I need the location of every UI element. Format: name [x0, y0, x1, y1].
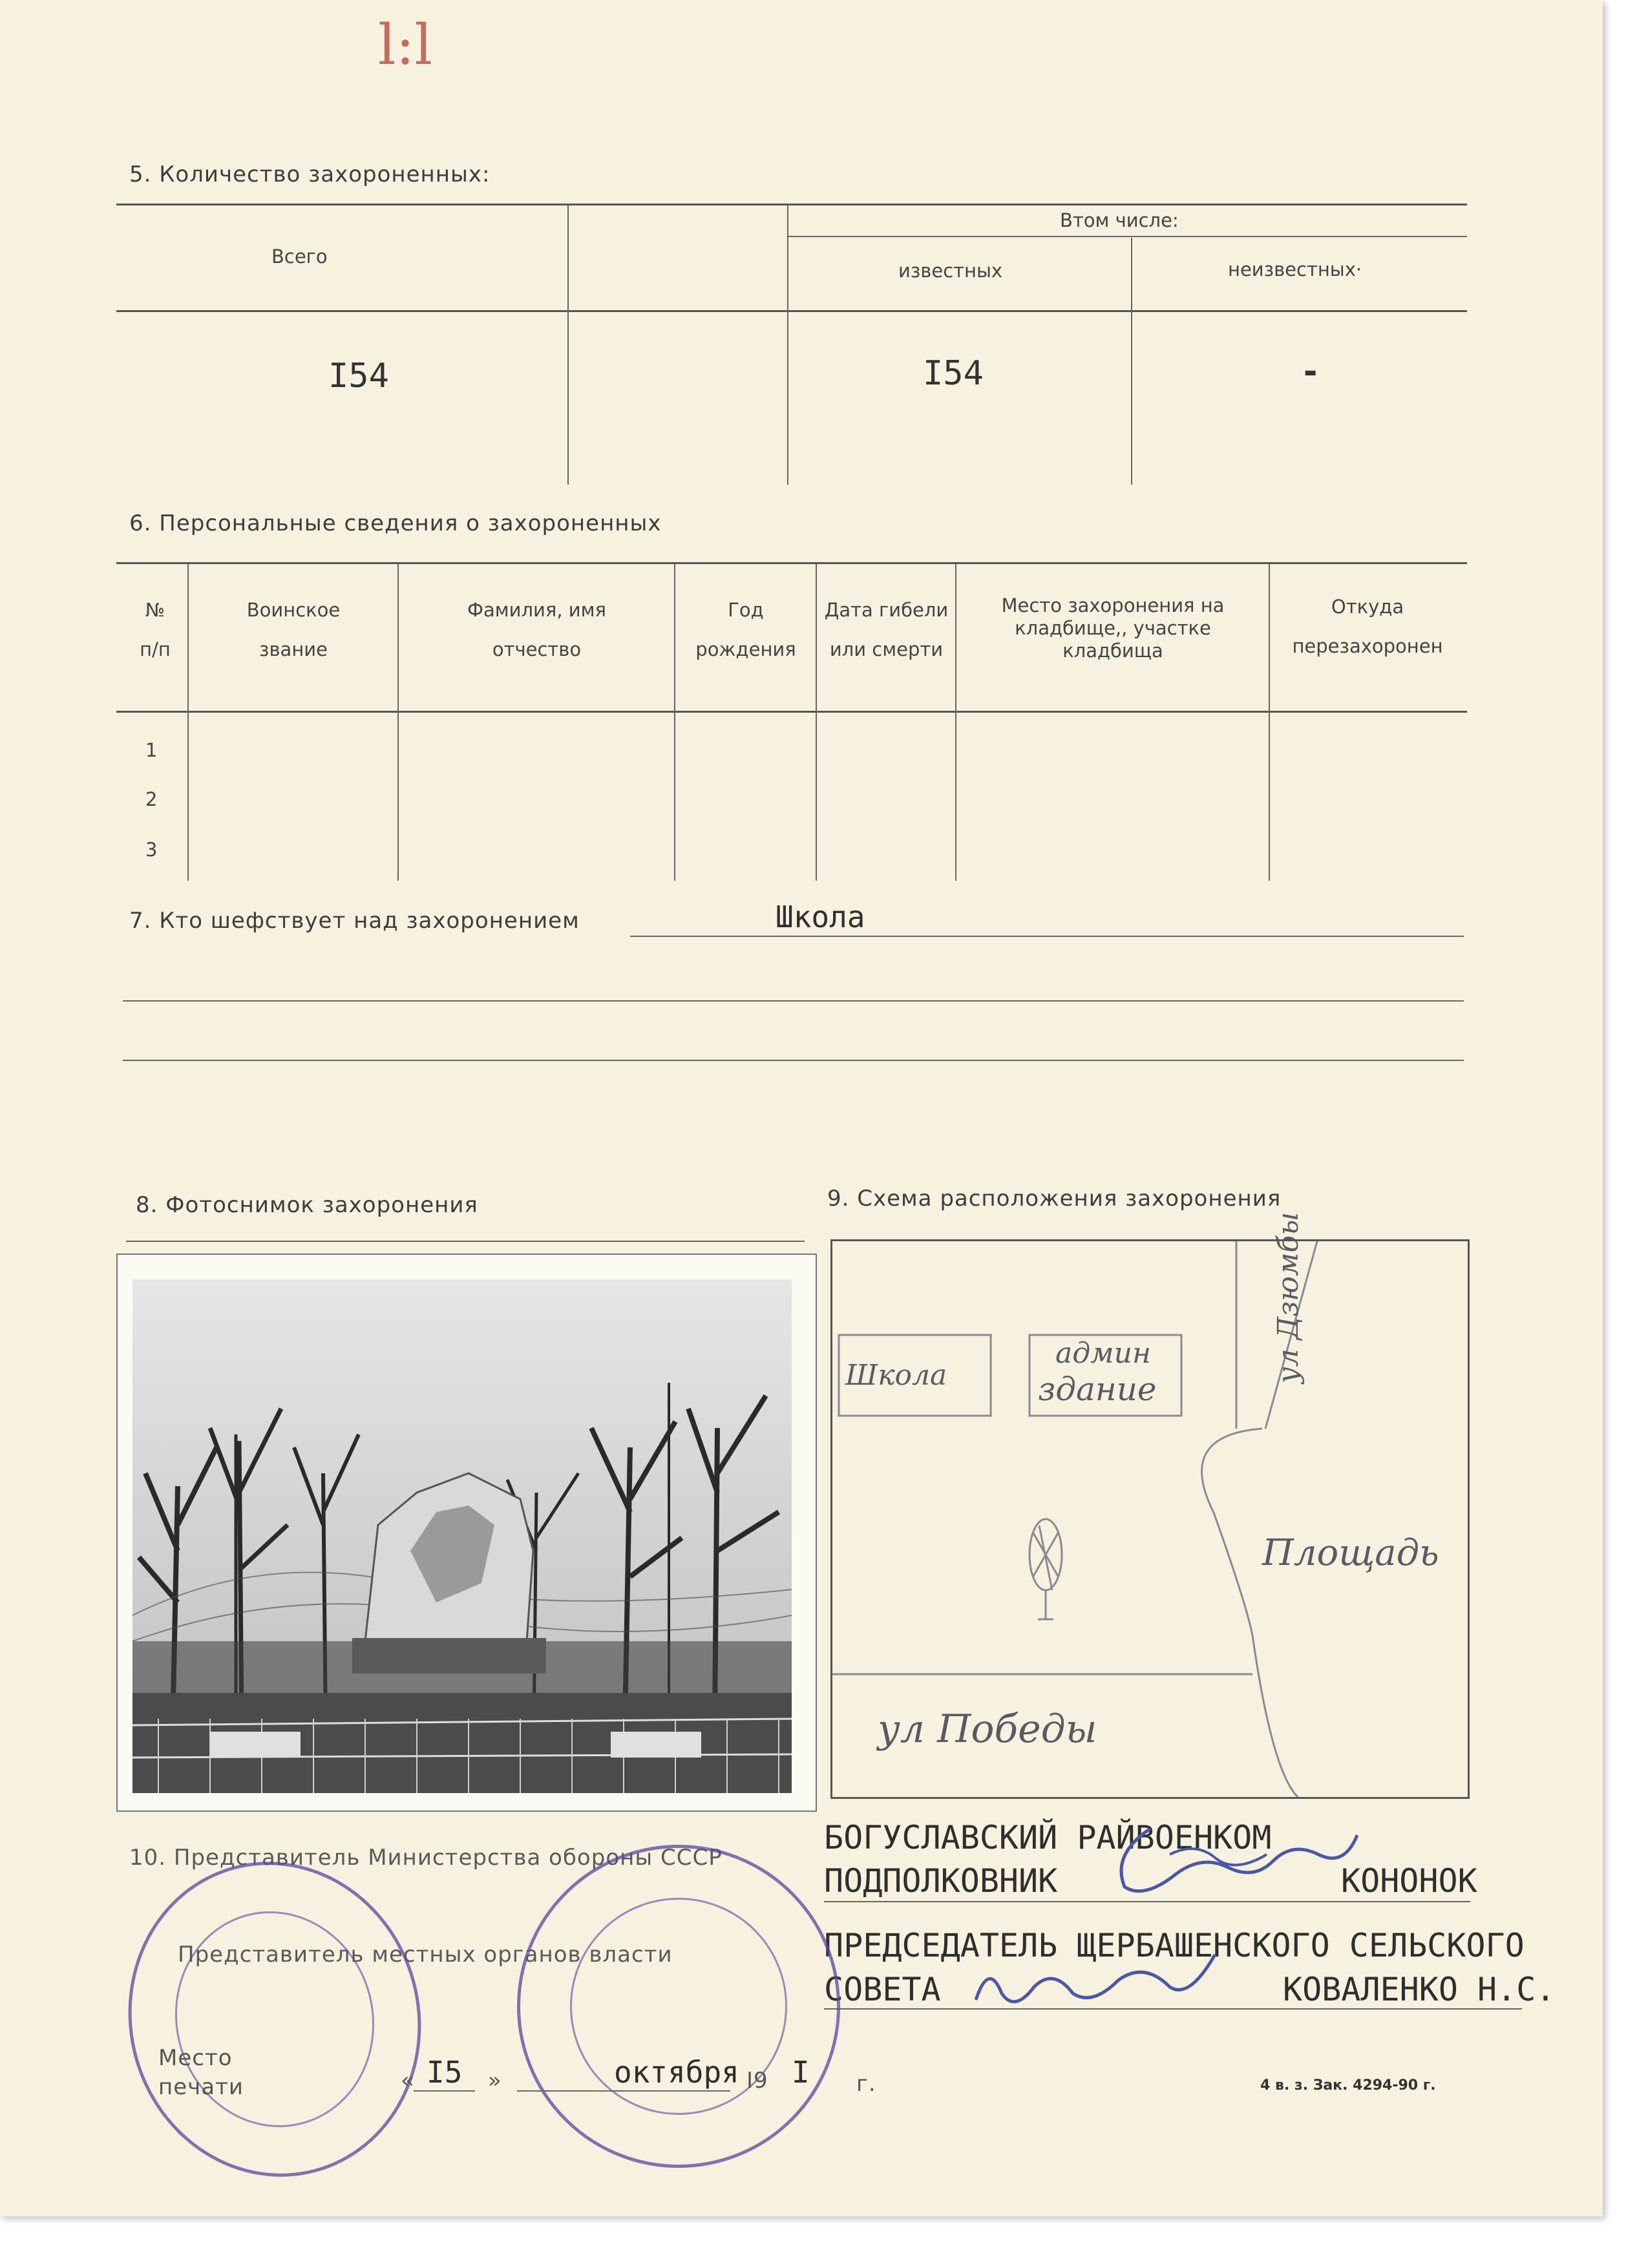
council-line: СОВЕТА — [824, 1971, 941, 2008]
s5-col-including: Втом числе: — [1060, 209, 1179, 231]
photo-frame-top-line — [126, 1241, 805, 1242]
section-7-title: 7. Кто шефствует над захоронением — [129, 908, 580, 934]
s6-header-no: № п/п — [140, 599, 171, 661]
s5-col-total: Всего — [271, 246, 328, 268]
s5-top-line — [116, 204, 1467, 205]
section-9-title: 9. Схема расположения захоронения — [827, 1186, 1282, 1212]
seal-place-label-2: печати — [158, 2074, 244, 2100]
s5-vline-1 — [567, 205, 569, 485]
scheme-building-label: здание — [1038, 1370, 1157, 1408]
village-council-stamp — [517, 1845, 840, 2168]
location-scheme — [830, 1212, 1470, 1799]
date-day: I5 — [427, 2055, 463, 2090]
section-6-title: 6. Персональные сведения о захороненных — [129, 510, 662, 536]
s7-patron-value: Школа — [776, 899, 865, 934]
date-year-prefix: I9 — [746, 2068, 768, 2094]
s7-line-3 — [123, 1060, 1464, 1061]
local-authority-label: Представитель местных органов власти — [178, 1942, 673, 1968]
s6-header-reburied-from: Откуда перезахоронен — [1292, 596, 1443, 658]
commissariat-line: БОГУСЛАВСКИЙ РАЙВОЕНКОМ — [824, 1819, 1272, 1856]
s5-col-known: известных — [898, 260, 1003, 282]
date-month-underline — [517, 2090, 730, 2092]
section-8-title: 8. Фотоснимок захоронения — [136, 1192, 478, 1218]
s6-header-bottom-line — [116, 711, 1467, 713]
section-10-title: 10. Представитель Министерства обороны СССР — [129, 1845, 723, 1871]
scheme-street-right: ул Дзюмбы — [1272, 1212, 1305, 1383]
s7-line-2 — [123, 1000, 1464, 1002]
date-year-suffix: г. — [856, 2071, 876, 2097]
s6-vline-4 — [816, 564, 817, 881]
signature-chairman — [956, 1948, 1228, 2019]
s6-vline-5 — [955, 564, 956, 881]
s6-header-burial-place: Место захоронения на кладбище,, участке кладбища — [1001, 594, 1225, 662]
date-year: I — [792, 2055, 810, 2090]
printer-imprint: 4 в. з. Зак. 4294-90 г. — [1260, 2077, 1436, 2094]
s5-vline-2 — [787, 205, 788, 485]
s6-row-1: 1 — [145, 739, 158, 761]
signature-commissar — [1099, 1816, 1370, 1906]
s5-sub-line — [788, 236, 1467, 237]
scheme-street-bottom-label: ул Победы — [878, 1706, 1097, 1752]
s5-header-bottom-line — [116, 310, 1467, 312]
s5-col-unknown: неизвестных· — [1228, 258, 1362, 280]
s5-value-total: I54 — [328, 357, 389, 395]
date-close-quote: » — [488, 2068, 502, 2094]
s6-vline-3 — [674, 564, 675, 881]
s6-top-line — [116, 562, 1467, 564]
scheme-school-label: Школа — [845, 1359, 947, 1392]
chairman-line: ПРЕДСЕДАТЕЛЬ ЩЕРБАШЕНСКОГО СЕЛЬСКОГО — [824, 1927, 1525, 1964]
s6-header-name: Фамилия, имя отчество — [467, 599, 606, 661]
s6-header-rank: Воинское звание — [246, 599, 341, 661]
scheme-admin-label: админ — [1055, 1337, 1151, 1370]
date-day-underline — [414, 2090, 475, 2092]
chairman-surname: КОВАЛЕНКО Н.С. — [1283, 1971, 1556, 2008]
s6-vline-1 — [187, 564, 189, 881]
s7-line-1 — [630, 936, 1464, 937]
s5-value-known: I54 — [923, 354, 984, 393]
rep-surname: КОНОНОК — [1341, 1862, 1477, 1900]
rank-line: ПОДПОЛКОВНИК — [824, 1862, 1058, 1900]
s6-header-death-date: Дата гибели или смерти — [824, 599, 949, 661]
district-military-stamp — [93, 1829, 456, 2210]
section-5-title: 5. Количество захороненных: — [129, 162, 491, 187]
s6-vline-6 — [1269, 564, 1270, 881]
date-month: октября — [614, 2055, 739, 2090]
s6-row-2: 2 — [145, 788, 158, 810]
corner-red-mark: l:l — [378, 13, 432, 78]
seal-place-label-1: Место — [158, 2045, 233, 2071]
date-open-quote: « — [401, 2068, 415, 2094]
s5-value-unknown: - — [1300, 352, 1321, 391]
s5-vline-3 — [1131, 238, 1132, 485]
s6-row-3: 3 — [145, 839, 158, 861]
scheme-square-label: Площадь — [1262, 1532, 1439, 1574]
memorial-photo — [132, 1279, 792, 1793]
s6-header-birth-year: Год рождения — [695, 599, 796, 661]
s6-vline-2 — [397, 564, 399, 881]
